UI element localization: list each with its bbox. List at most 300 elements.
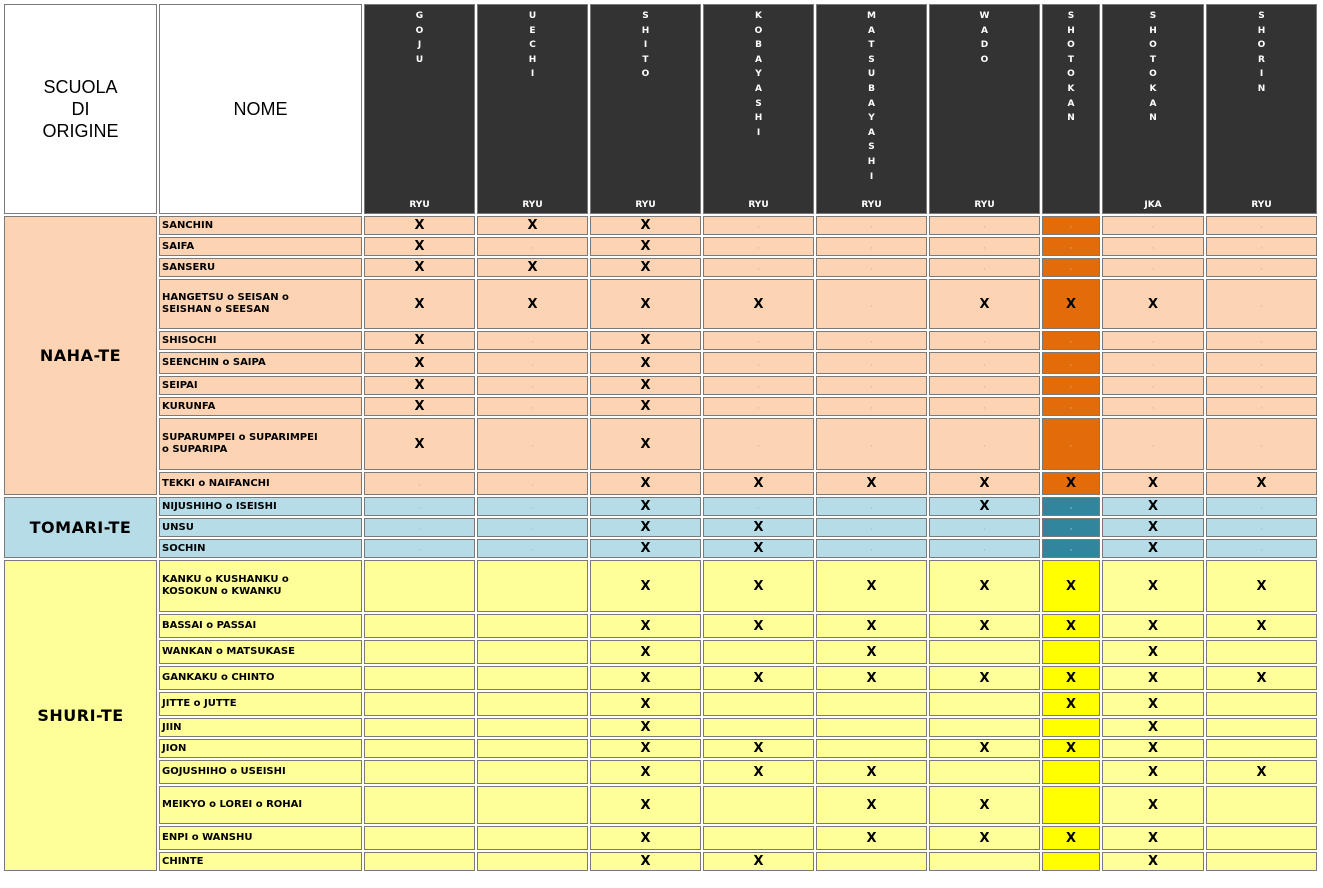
mark-cell-uechi bbox=[477, 786, 588, 824]
mark-cell-shotokan bbox=[1042, 331, 1100, 350]
mark-cell-shotokan bbox=[1042, 418, 1100, 470]
mark-cell-shito bbox=[590, 279, 701, 329]
mark-cell-uechi bbox=[477, 279, 588, 329]
mark-cell-goju bbox=[364, 666, 475, 690]
mark-cell-goju bbox=[364, 237, 475, 256]
practiced-mark: X bbox=[640, 764, 651, 780]
table-row bbox=[4, 666, 1317, 690]
mark-cell-wado bbox=[929, 826, 1040, 850]
mark-cell-goju bbox=[364, 497, 475, 516]
mark-cell-wado bbox=[929, 718, 1040, 737]
mark-cell-goju bbox=[364, 258, 475, 277]
practiced-mark: X bbox=[1147, 520, 1159, 535]
table-row bbox=[4, 692, 1317, 716]
practiced-mark: X bbox=[866, 618, 877, 634]
practiced-mark: X bbox=[753, 476, 764, 491]
style-header-wado bbox=[929, 4, 1040, 214]
kata-name: SUPARUMPEI o SUPARIMPEI o SUPARIPA bbox=[159, 418, 362, 470]
mark-cell-goju bbox=[364, 279, 475, 329]
empty-dot: · bbox=[983, 266, 986, 273]
mark-cell-matsubayashi bbox=[816, 826, 927, 850]
mark-cell-kobayashi bbox=[703, 560, 814, 612]
mark-cell-wado bbox=[929, 397, 1040, 416]
practiced-mark: X bbox=[866, 764, 877, 780]
table-row bbox=[4, 258, 1317, 277]
practiced-mark: X bbox=[640, 218, 651, 233]
mark-cell-kobayashi bbox=[703, 760, 814, 784]
empty-dot: · bbox=[1260, 339, 1263, 346]
mark-cell-shito bbox=[590, 497, 701, 516]
mark-cell-shotokan bbox=[1042, 258, 1100, 277]
mark-cell-kobayashi bbox=[703, 739, 814, 758]
empty-dot: · bbox=[983, 405, 986, 412]
mark-cell-kobayashi bbox=[703, 237, 814, 256]
mark-cell-goju bbox=[364, 826, 475, 850]
mark-cell-kobayashi bbox=[703, 826, 814, 850]
practiced-mark: X bbox=[640, 399, 651, 414]
empty-dot: · bbox=[1260, 224, 1263, 231]
mark-cell-shotokan-jka bbox=[1102, 518, 1204, 537]
kata-name: JION bbox=[159, 739, 362, 758]
mark-cell-matsubayashi bbox=[816, 279, 927, 329]
practiced-mark: X bbox=[979, 670, 990, 686]
empty-dot: · bbox=[757, 505, 760, 512]
mark-cell-uechi bbox=[477, 352, 588, 374]
mark-cell-shotokan bbox=[1042, 539, 1100, 558]
mark-cell-wado bbox=[929, 518, 1040, 537]
empty-dot: · bbox=[757, 266, 760, 273]
mark-cell-shorin bbox=[1206, 216, 1317, 235]
school-cell-tomari bbox=[4, 497, 157, 558]
table-row bbox=[4, 539, 1317, 558]
table-row bbox=[4, 237, 1317, 256]
mark-cell-kobayashi bbox=[703, 786, 814, 824]
practiced-mark: X bbox=[1065, 741, 1077, 756]
mark-cell-matsubayashi bbox=[816, 786, 927, 824]
style-header-kobayashi bbox=[703, 4, 814, 214]
mark-cell-shotokan bbox=[1042, 852, 1100, 871]
mark-cell-uechi bbox=[477, 397, 588, 416]
practiced-mark: X bbox=[753, 741, 764, 756]
kata-name: HANGETSU o SEISAN o SEISHAN o SEESAN bbox=[159, 279, 362, 329]
practiced-mark: X bbox=[527, 218, 538, 233]
mark-cell-shotokan-jka bbox=[1102, 497, 1204, 516]
mark-cell-shotokan bbox=[1042, 376, 1100, 395]
mark-cell-shorin bbox=[1206, 692, 1317, 716]
practiced-mark: X bbox=[1065, 830, 1077, 846]
empty-dot: · bbox=[1151, 339, 1155, 346]
empty-dot: · bbox=[983, 339, 986, 346]
empty-dot: · bbox=[531, 405, 534, 412]
mark-cell-goju bbox=[364, 376, 475, 395]
mark-cell-shotokan-jka bbox=[1102, 614, 1204, 638]
mark-cell-shotokan bbox=[1042, 640, 1100, 664]
style-name-vertical: S H I T O bbox=[641, 11, 650, 80]
practiced-mark: X bbox=[640, 436, 651, 452]
mark-cell-uechi bbox=[477, 560, 588, 612]
table-row bbox=[4, 352, 1317, 374]
mark-cell-uechi bbox=[477, 331, 588, 350]
empty-dot: · bbox=[870, 405, 873, 412]
practiced-mark: X bbox=[640, 618, 651, 634]
table-row bbox=[4, 852, 1317, 871]
practiced-mark: X bbox=[1147, 720, 1159, 735]
empty-dot: · bbox=[1260, 302, 1263, 310]
school-cell-shuri bbox=[4, 560, 157, 871]
practiced-mark: X bbox=[753, 854, 764, 869]
empty-dot: · bbox=[757, 339, 760, 346]
school-of-origin-header bbox=[4, 4, 157, 214]
mark-cell-shito bbox=[590, 418, 701, 470]
mark-cell-kobayashi bbox=[703, 418, 814, 470]
practiced-mark: X bbox=[414, 260, 425, 275]
mark-cell-shotokan-jka bbox=[1102, 258, 1204, 277]
table-row bbox=[4, 640, 1317, 664]
mark-cell-uechi bbox=[477, 472, 588, 495]
mark-cell-shorin bbox=[1206, 852, 1317, 871]
mark-cell-shotokan bbox=[1042, 497, 1100, 516]
style-name-vertical: S H O R I N bbox=[1257, 11, 1266, 94]
mark-cell-shorin bbox=[1206, 739, 1317, 758]
practiced-mark: X bbox=[1147, 499, 1159, 514]
practiced-mark: X bbox=[1256, 578, 1267, 594]
kata-name: SANSERU bbox=[159, 258, 362, 277]
kata-comparison-table bbox=[2, 2, 1319, 873]
empty-dot: · bbox=[870, 526, 873, 533]
mark-cell-shorin bbox=[1206, 786, 1317, 824]
mark-cell-shotokan-jka bbox=[1102, 718, 1204, 737]
practiced-mark: X bbox=[414, 355, 425, 371]
mark-cell-uechi bbox=[477, 852, 588, 871]
mark-cell-goju bbox=[364, 760, 475, 784]
empty-dot: · bbox=[870, 339, 873, 346]
kata-name: MEIKYO o LOREI o ROHAI bbox=[159, 786, 362, 824]
empty-dot: · bbox=[983, 526, 986, 533]
practiced-mark: X bbox=[1256, 670, 1267, 686]
table-row bbox=[4, 560, 1317, 612]
mark-cell-goju bbox=[364, 539, 475, 558]
mark-cell-shito bbox=[590, 331, 701, 350]
mark-cell-shotokan bbox=[1042, 518, 1100, 537]
empty-dot: · bbox=[531, 547, 534, 554]
table-row bbox=[4, 216, 1317, 235]
empty-dot: · bbox=[1151, 361, 1155, 369]
mark-cell-shito bbox=[590, 258, 701, 277]
mark-cell-shotokan-jka bbox=[1102, 692, 1204, 716]
empty-dot: · bbox=[531, 361, 534, 369]
empty-dot: · bbox=[1260, 361, 1263, 369]
empty-dot: · bbox=[1069, 384, 1073, 391]
practiced-mark: X bbox=[640, 696, 651, 712]
mark-cell-matsubayashi bbox=[816, 852, 927, 871]
table-row bbox=[4, 376, 1317, 395]
mark-cell-matsubayashi bbox=[816, 258, 927, 277]
kata-name: SAIFA bbox=[159, 237, 362, 256]
practiced-mark: X bbox=[866, 578, 877, 594]
practiced-mark: X bbox=[527, 260, 538, 275]
practiced-mark: X bbox=[979, 830, 990, 846]
mark-cell-wado bbox=[929, 237, 1040, 256]
empty-dot: · bbox=[1260, 266, 1263, 273]
mark-cell-shotokan bbox=[1042, 718, 1100, 737]
mark-cell-kobayashi bbox=[703, 518, 814, 537]
mark-cell-matsubayashi bbox=[816, 666, 927, 690]
mark-cell-shotokan-jka bbox=[1102, 560, 1204, 612]
empty-dot: · bbox=[418, 526, 421, 533]
mark-cell-kobayashi bbox=[703, 216, 814, 235]
table-row bbox=[4, 279, 1317, 329]
practiced-mark: X bbox=[1065, 670, 1077, 686]
mark-cell-shorin bbox=[1206, 237, 1317, 256]
kata-name: BASSAI o PASSAI bbox=[159, 614, 362, 638]
mark-cell-wado bbox=[929, 216, 1040, 235]
practiced-mark: X bbox=[1147, 797, 1159, 813]
practiced-mark: X bbox=[866, 830, 877, 846]
mark-cell-shotokan-jka bbox=[1102, 376, 1204, 395]
kata-name: GOJUSHIHO o USEISHI bbox=[159, 760, 362, 784]
empty-dot: · bbox=[1260, 526, 1263, 533]
table-row bbox=[4, 739, 1317, 758]
style-suffix: RYU bbox=[409, 200, 430, 210]
style-header-shorin bbox=[1206, 4, 1317, 214]
mark-cell-matsubayashi bbox=[816, 760, 927, 784]
empty-dot: · bbox=[983, 245, 986, 252]
practiced-mark: X bbox=[1256, 764, 1267, 780]
mark-cell-goju bbox=[364, 352, 475, 374]
header-row bbox=[4, 4, 1317, 214]
empty-dot: · bbox=[531, 339, 534, 346]
empty-dot: · bbox=[531, 384, 534, 391]
mark-cell-goju bbox=[364, 560, 475, 612]
kata-name: GANKAKU o CHINTO bbox=[159, 666, 362, 690]
mark-cell-shotokan-jka bbox=[1102, 352, 1204, 374]
practiced-mark: X bbox=[1147, 541, 1159, 556]
kata-name: SANCHIN bbox=[159, 216, 362, 235]
mark-cell-shotokan-jka bbox=[1102, 472, 1204, 495]
empty-dot: · bbox=[1260, 547, 1263, 554]
practiced-mark: X bbox=[866, 644, 877, 660]
table-row bbox=[4, 760, 1317, 784]
mark-cell-shotokan-jka bbox=[1102, 279, 1204, 329]
practiced-mark: X bbox=[1147, 296, 1159, 312]
mark-cell-kobayashi bbox=[703, 614, 814, 638]
table-row bbox=[4, 826, 1317, 850]
style-name-vertical: U E C H I bbox=[528, 11, 537, 80]
kata-name: SEIPAI bbox=[159, 376, 362, 395]
mark-cell-goju bbox=[364, 640, 475, 664]
empty-dot: · bbox=[983, 224, 986, 231]
mark-cell-shorin bbox=[1206, 472, 1317, 495]
practiced-mark: X bbox=[640, 355, 651, 371]
mark-cell-shorin bbox=[1206, 614, 1317, 638]
mark-cell-shito bbox=[590, 692, 701, 716]
practiced-mark: X bbox=[753, 541, 764, 556]
practiced-mark: X bbox=[640, 854, 651, 869]
style-header-shito bbox=[590, 4, 701, 214]
mark-cell-uechi bbox=[477, 216, 588, 235]
practiced-mark: X bbox=[1065, 696, 1077, 712]
empty-dot: · bbox=[983, 547, 986, 554]
mark-cell-matsubayashi bbox=[816, 397, 927, 416]
practiced-mark: X bbox=[527, 296, 538, 312]
kata-name: NIJUSHIHO o ISEISHI bbox=[159, 497, 362, 516]
mark-cell-wado bbox=[929, 258, 1040, 277]
practiced-mark: X bbox=[979, 499, 990, 514]
empty-dot: · bbox=[531, 482, 534, 489]
mark-cell-shorin bbox=[1206, 560, 1317, 612]
mark-cell-wado bbox=[929, 279, 1040, 329]
empty-dot: · bbox=[870, 245, 873, 252]
mark-cell-uechi bbox=[477, 692, 588, 716]
mark-cell-shotokan bbox=[1042, 216, 1100, 235]
mark-cell-shotokan-jka bbox=[1102, 418, 1204, 470]
name-header bbox=[159, 4, 362, 214]
practiced-mark: X bbox=[753, 618, 764, 634]
mark-cell-shotokan bbox=[1042, 826, 1100, 850]
mark-cell-wado bbox=[929, 560, 1040, 612]
mark-cell-shorin bbox=[1206, 539, 1317, 558]
practiced-mark: X bbox=[1147, 618, 1159, 634]
empty-dot: · bbox=[1151, 245, 1155, 252]
mark-cell-wado bbox=[929, 640, 1040, 664]
empty-dot: · bbox=[1069, 505, 1073, 512]
practiced-mark: X bbox=[414, 436, 425, 452]
table-row bbox=[4, 614, 1317, 638]
kata-name: JITTE o JUTTE bbox=[159, 692, 362, 716]
mark-cell-matsubayashi bbox=[816, 472, 927, 495]
mark-cell-shito bbox=[590, 237, 701, 256]
style-suffix: RYU bbox=[1251, 200, 1272, 210]
empty-dot: · bbox=[1069, 339, 1073, 346]
mark-cell-shotokan-jka bbox=[1102, 539, 1204, 558]
mark-cell-goju bbox=[364, 518, 475, 537]
mark-cell-goju bbox=[364, 692, 475, 716]
mark-cell-kobayashi bbox=[703, 397, 814, 416]
mark-cell-shorin bbox=[1206, 418, 1317, 470]
practiced-mark: X bbox=[640, 797, 651, 813]
mark-cell-uechi bbox=[477, 376, 588, 395]
mark-cell-matsubayashi bbox=[816, 376, 927, 395]
mark-cell-shito bbox=[590, 216, 701, 235]
practiced-mark: X bbox=[414, 296, 425, 312]
mark-cell-wado bbox=[929, 418, 1040, 470]
empty-dot: · bbox=[757, 442, 760, 450]
empty-dot: · bbox=[1260, 405, 1263, 412]
empty-dot: · bbox=[870, 266, 873, 273]
style-suffix: RYU bbox=[635, 200, 656, 210]
mark-cell-wado bbox=[929, 852, 1040, 871]
school-name: SHURI-TE bbox=[37, 706, 124, 725]
mark-cell-goju bbox=[364, 216, 475, 235]
kata-name: KURUNFA bbox=[159, 397, 362, 416]
mark-cell-kobayashi bbox=[703, 718, 814, 737]
mark-cell-shito bbox=[590, 560, 701, 612]
practiced-mark: X bbox=[414, 239, 425, 254]
mark-cell-wado bbox=[929, 539, 1040, 558]
empty-dot: · bbox=[1151, 442, 1155, 450]
practiced-mark: X bbox=[979, 618, 990, 634]
empty-dot: · bbox=[757, 245, 760, 252]
empty-dot: · bbox=[983, 442, 986, 450]
table-row bbox=[4, 518, 1317, 537]
mark-cell-shotokan-jka bbox=[1102, 760, 1204, 784]
empty-dot: · bbox=[1069, 224, 1073, 231]
mark-cell-goju bbox=[364, 852, 475, 871]
practiced-mark: X bbox=[1256, 618, 1267, 634]
mark-cell-shotokan bbox=[1042, 472, 1100, 495]
empty-dot: · bbox=[870, 384, 873, 391]
mark-cell-matsubayashi bbox=[816, 331, 927, 350]
mark-cell-shotokan bbox=[1042, 397, 1100, 416]
mark-cell-shotokan-jka bbox=[1102, 852, 1204, 871]
practiced-mark: X bbox=[640, 541, 651, 556]
style-name-vertical: S H O T O K A N bbox=[1067, 11, 1075, 124]
mark-cell-goju bbox=[364, 739, 475, 758]
empty-dot: · bbox=[1151, 224, 1155, 231]
kata-name: TEKKI o NAIFANCHI bbox=[159, 472, 362, 495]
mark-cell-wado bbox=[929, 692, 1040, 716]
practiced-mark: X bbox=[640, 296, 651, 312]
practiced-mark: X bbox=[979, 797, 990, 813]
practiced-mark: X bbox=[979, 476, 990, 491]
mark-cell-uechi bbox=[477, 718, 588, 737]
mark-cell-uechi bbox=[477, 539, 588, 558]
practiced-mark: X bbox=[640, 578, 651, 594]
kata-name: SOCHIN bbox=[159, 539, 362, 558]
empty-dot: · bbox=[1260, 384, 1263, 391]
mark-cell-goju bbox=[364, 397, 475, 416]
table-row bbox=[4, 472, 1317, 495]
mark-cell-shorin bbox=[1206, 497, 1317, 516]
practiced-mark: X bbox=[979, 741, 990, 756]
practiced-mark: X bbox=[866, 670, 877, 686]
mark-cell-shito bbox=[590, 539, 701, 558]
kata-name: ENPI o WANSHU bbox=[159, 826, 362, 850]
mark-cell-shito bbox=[590, 614, 701, 638]
mark-cell-matsubayashi bbox=[816, 718, 927, 737]
practiced-mark: X bbox=[1065, 618, 1077, 634]
kata-name: JIIN bbox=[159, 718, 362, 737]
practiced-mark: X bbox=[1147, 764, 1159, 780]
empty-dot: · bbox=[1260, 245, 1263, 252]
mark-cell-kobayashi bbox=[703, 352, 814, 374]
practiced-mark: X bbox=[1065, 578, 1077, 594]
style-header-uechi bbox=[477, 4, 588, 214]
mark-cell-uechi bbox=[477, 739, 588, 758]
empty-dot: · bbox=[1151, 384, 1155, 391]
mark-cell-kobayashi bbox=[703, 666, 814, 690]
practiced-mark: X bbox=[640, 378, 651, 393]
mark-cell-goju bbox=[364, 331, 475, 350]
empty-dot: · bbox=[1260, 442, 1263, 450]
style-suffix: RYU bbox=[522, 200, 543, 210]
name-label: NOME bbox=[233, 99, 288, 119]
practiced-mark: X bbox=[1147, 830, 1159, 846]
empty-dot: · bbox=[1151, 405, 1155, 412]
mark-cell-shito bbox=[590, 518, 701, 537]
mark-cell-goju bbox=[364, 614, 475, 638]
kata-name: SEENCHIN o SAIPA bbox=[159, 352, 362, 374]
practiced-mark: X bbox=[753, 296, 764, 312]
mark-cell-shotokan bbox=[1042, 666, 1100, 690]
practiced-mark: X bbox=[640, 670, 651, 686]
school-of-origin-label: SCUOLA DI ORIGINE bbox=[42, 77, 119, 141]
practiced-mark: X bbox=[640, 644, 651, 660]
mark-cell-goju bbox=[364, 418, 475, 470]
empty-dot: · bbox=[1151, 266, 1155, 273]
mark-cell-wado bbox=[929, 497, 1040, 516]
mark-cell-shorin bbox=[1206, 518, 1317, 537]
